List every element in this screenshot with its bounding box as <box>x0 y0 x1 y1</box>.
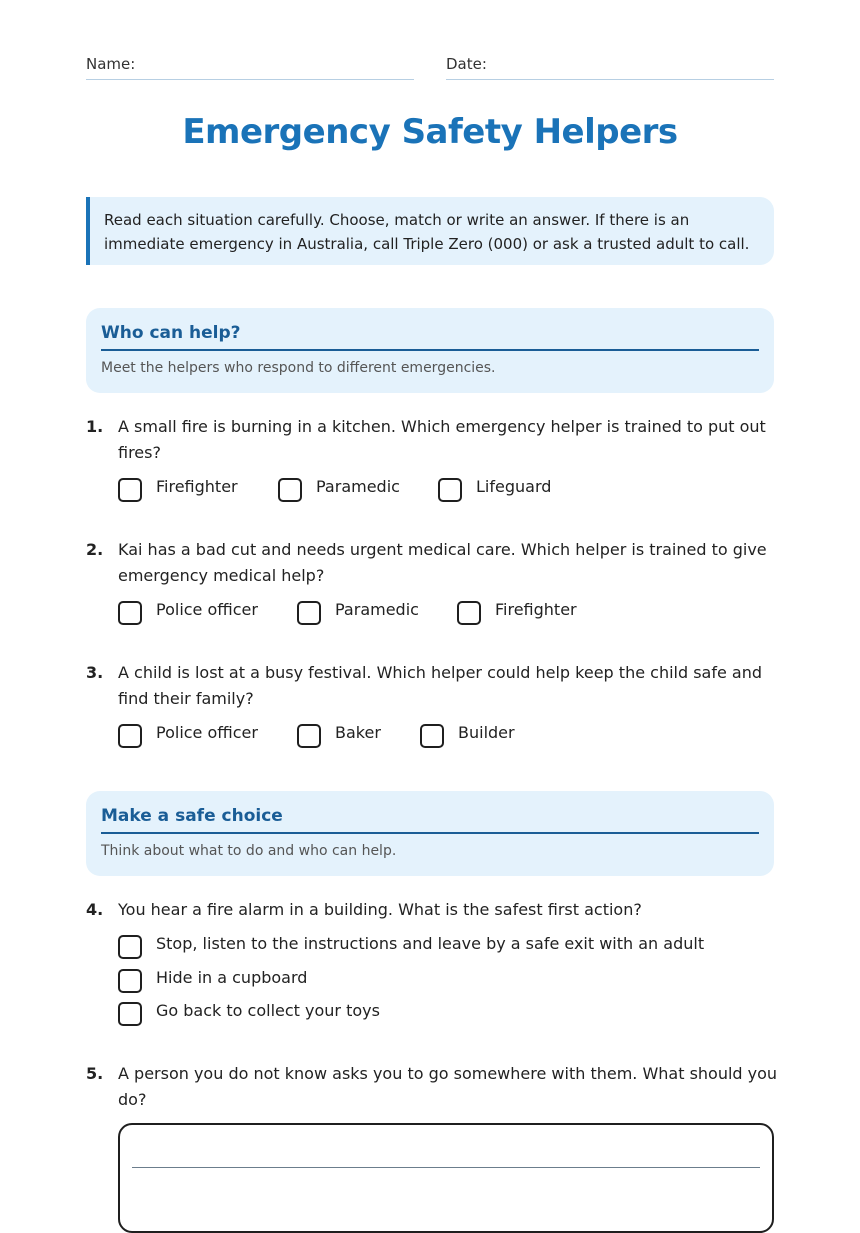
section-title: Who can help? <box>101 322 759 351</box>
question-number: 2. <box>86 540 104 559</box>
checkbox[interactable] <box>278 478 302 502</box>
option-label: Paramedic <box>316 477 400 496</box>
option-label: Builder <box>458 723 515 742</box>
writing-line <box>132 1167 760 1168</box>
instructions-callout <box>86 197 774 265</box>
question-text: A person you do not know asks you to go somewhere with them. What should you do? <box>118 1064 778 1109</box>
checkbox[interactable] <box>118 1002 142 1026</box>
section-title: Make a safe choice <box>101 805 759 834</box>
section-who-can-help <box>86 308 774 393</box>
question-number: 3. <box>86 663 104 682</box>
checkbox[interactable] <box>118 724 142 748</box>
section-subtitle: Think about what to do and who can help. <box>101 843 397 859</box>
option-label: Firefighter <box>495 600 577 619</box>
option-label: Stop, listen to the instructions and leave by a safe exit with an adult <box>156 934 705 953</box>
question-text: Kai has a bad cut and needs urgent medical care. Which helper is trained to give emergency medical help? <box>118 540 767 585</box>
option-label: Firefighter <box>156 477 238 496</box>
section-make-a-safe-choice <box>86 791 774 876</box>
name-label: Name: <box>86 55 136 73</box>
option-label: Baker <box>335 723 381 742</box>
checkbox[interactable] <box>438 478 462 502</box>
checkbox[interactable] <box>118 478 142 502</box>
question-number: 5. <box>86 1064 104 1083</box>
question-number: 1. <box>86 417 104 436</box>
instructions-text: Read each situation carefully. Choose, match or write an answer. If there is an immediate emergency in Australia, call Triple Zero (000) or ask a trusted adult to call. <box>104 211 750 253</box>
date-field[interactable] <box>446 53 774 80</box>
question-text: A child is lost at a busy festival. Which helper could help keep the child safe and find their family? <box>118 663 763 708</box>
option-label: Police officer <box>156 600 258 619</box>
written-answer-box[interactable] <box>118 1123 774 1233</box>
checkbox[interactable] <box>457 601 481 625</box>
option-label: Hide in a cupboard <box>156 968 308 987</box>
name-field[interactable] <box>86 53 414 80</box>
option-label: Lifeguard <box>476 477 552 496</box>
checkbox[interactable] <box>297 724 321 748</box>
page-title: Emergency Safety Helpers <box>182 112 678 152</box>
checkbox[interactable] <box>118 969 142 993</box>
question-text: A small fire is burning in a kitchen. Which emergency helper is trained to put out fires? <box>118 417 766 462</box>
date-label: Date: <box>446 55 487 73</box>
option-label: Paramedic <box>335 600 419 619</box>
section-subtitle: Meet the helpers who respond to different emergencies. <box>101 360 496 376</box>
checkbox[interactable] <box>297 601 321 625</box>
option-label: Police officer <box>156 723 258 742</box>
checkbox[interactable] <box>118 935 142 959</box>
question-number: 4. <box>86 900 104 919</box>
name-date-row <box>86 53 774 81</box>
checkbox[interactable] <box>118 601 142 625</box>
question-text: You hear a fire alarm in a building. What is the safest first action? <box>118 900 642 919</box>
checkbox[interactable] <box>420 724 444 748</box>
option-label: Go back to collect your toys <box>156 1001 380 1020</box>
